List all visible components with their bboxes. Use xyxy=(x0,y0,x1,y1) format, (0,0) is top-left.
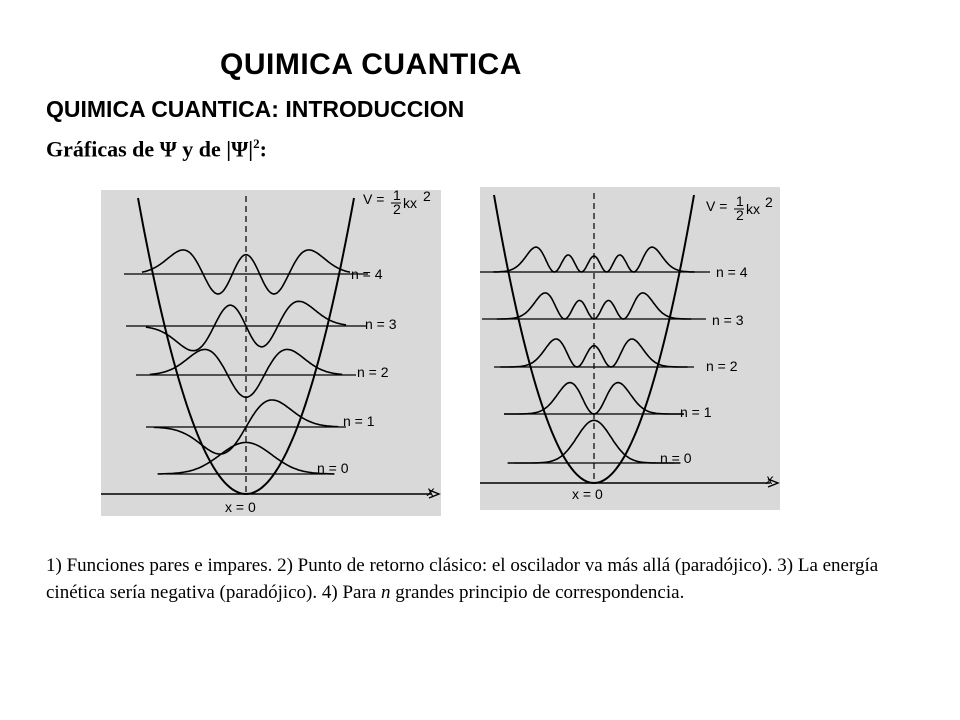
level-label-3: n = 3 xyxy=(365,316,397,332)
potential-fraction-den: 2 xyxy=(393,201,401,217)
caption-text xyxy=(46,552,906,606)
level-label-4: n = 4 xyxy=(351,266,383,282)
origin-label: x = 0 xyxy=(572,486,603,502)
potential-label: V = xyxy=(706,198,728,214)
level-label-4: n = 4 xyxy=(716,264,748,280)
page-subtitle: QUIMICA CUANTICA: INTRODUCCION xyxy=(46,96,465,122)
potential-suffix: kx xyxy=(403,195,417,211)
psi-figure xyxy=(101,190,441,516)
psi-squared-plot xyxy=(480,187,780,510)
psi-plot xyxy=(101,190,441,516)
section-heading-sup: 2 xyxy=(253,136,260,151)
level-label-1: n = 1 xyxy=(680,404,712,420)
section-heading-colon: : xyxy=(259,136,267,162)
caption-part-2: grandes principio de correspondencia. xyxy=(390,582,685,603)
caption-part-1: 1) Funciones pares e impares. 2) Punto de retorno clásico: el oscilador va más allá (paradójico). 3) La energía cinética sería negativa (paradójico). 4) Para xyxy=(46,555,879,603)
caption-n: n xyxy=(380,582,391,603)
potential-suffix: kx xyxy=(746,201,760,217)
level-label-3: n = 3 xyxy=(712,312,744,328)
origin-label: x = 0 xyxy=(225,499,256,515)
level-label-1: n = 1 xyxy=(343,413,375,429)
psi-squared-figure xyxy=(480,187,780,510)
x-axis-label: x xyxy=(766,471,773,487)
potential-sup: 2 xyxy=(423,190,431,204)
level-label-2: n = 2 xyxy=(706,358,738,374)
potential-fraction-den: 2 xyxy=(736,207,744,223)
section-heading xyxy=(46,136,267,162)
potential-sup: 2 xyxy=(765,194,773,210)
level-label-2: n = 2 xyxy=(357,364,389,380)
level-label-0: n = 0 xyxy=(317,460,349,476)
section-heading-text: Gráficas de Ψ y de |Ψ| xyxy=(46,136,254,162)
potential-label: V = xyxy=(363,191,385,207)
level-label-0: n = 0 xyxy=(660,450,692,466)
potential-fraction-num: 1 xyxy=(736,193,744,209)
page-title: QUIMICA CUANTICA xyxy=(220,48,522,81)
x-axis-label: x xyxy=(427,483,434,499)
potential-fraction-num: 1 xyxy=(393,190,401,203)
